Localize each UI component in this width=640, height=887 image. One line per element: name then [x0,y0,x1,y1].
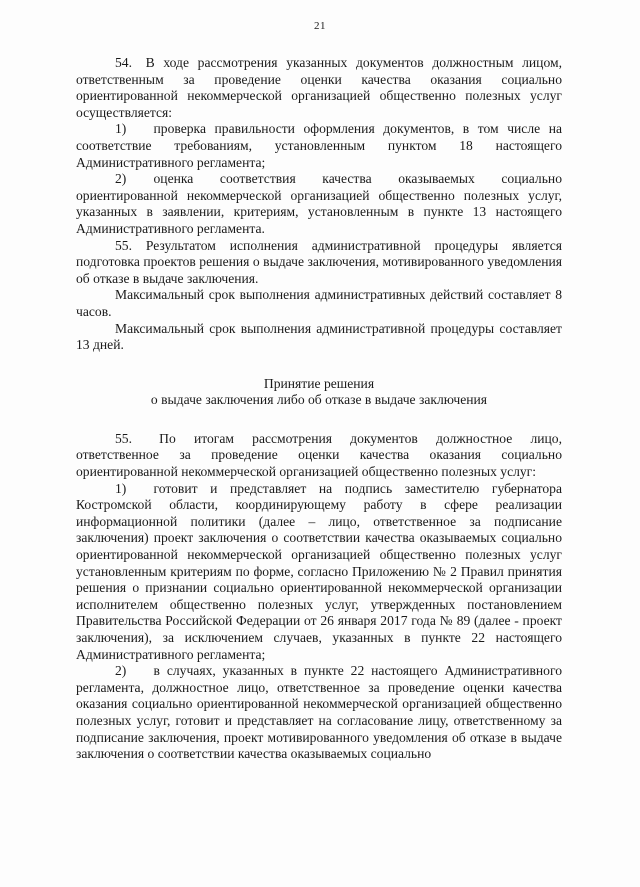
paragraph-54-item-1: 1) проверка правильности оформления документов, в том числе на соответствие требованиям, установленным пунктом 18 настоящего Административного регламента; [76,121,562,170]
page-number: 21 [314,20,326,32]
paragraph-54-item-2: 2) оценка соответствия качества оказываемых социально ориентированной некоммерческой организацией общественно полезных услуг, указанных в заявлении, критериям, установленным в пункте 13 настоящего Административного регламента. [76,171,562,236]
paragraph-55-item-1: 1) готовит и представляет на подпись заместителю губернатора Костромской области, координирующему работу в сфере реализации информационной политики (далее – лицо, ответственное за подписание заключения) проект заключения о соответствии качества оказываемых социально ориентированной некоммерческой организацией общественно полезных услуг установленным критериям по форме, согласно Приложению № 2 Правил принятия решения о признании социально ориентированной некоммерческой организации исполнителем общественно полезных услуг, утвержденных постановлением Правительства Российской Федерации от 26 января 2017 года № 89 (далее - проект заключения), за исключением случаев, указанных в пункте 22 настоящего Административного регламента; [76,480,562,662]
spacer [76,354,562,376]
section-heading-line-1: Принятие решения [263,375,375,391]
document-body [76,55,562,763]
paragraph-max-term-actions: Максимальный срок выполнения административных действий составляет 8 часов. [76,287,562,319]
section-heading-line-2: о выдаче заключения либо об отказе в выдаче заключения [150,392,488,408]
paragraph-max-term-procedure: Максимальный срок выполнения административной процедуры составляет 13 дней. [76,320,562,353]
paragraph-55-decision: 55. По итогам рассмотрения документов должностное лицо, ответственное за проведение оценки качества оказания социально ориентированной некоммерческой организацией общественно полезных услуг: [76,430,562,480]
spacer [76,409,562,431]
paragraph-55-result: 55. Результатом исполнения административной процедуры является подготовка проектов решения о выдаче заключения, мотивированного уведомления об отказе в выдаче заключения. [76,237,562,286]
paragraph-54: 54. В ходе рассмотрения указанных документов должностным лицом, ответственным за проведение оценки качества оказания социально ориентированной некоммерческой организацией общественно полезных услуг осуществляется: [76,55,562,120]
paragraph-55-item-2: 2) в случаях, указанных в пункте 22 настоящего Административного регламента, должностное лицо, ответственное за проведение оценки качества оказания социально ориентированной некоммерческой организацией общественно полезных услуг, готовит и представляет на согласование лицу, ответственному за подписание заключения, проект мотивированного уведомления об отказе в выдаче заключения о соответствии качества оказываемых социально [76,663,562,762]
